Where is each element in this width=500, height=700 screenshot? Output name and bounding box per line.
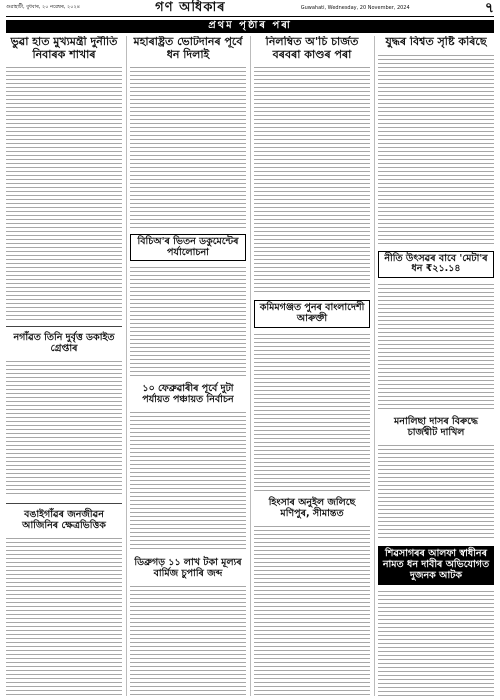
article-body-d1 (378, 55, 494, 245)
masthead (6, 0, 494, 17)
headline-d2: নীতি উৎসৱৰ বাবে 'মেটা'ৰ ধন ₹২১.১৪ (378, 251, 494, 279)
headline-d3: মনালিছা দাসৰ বিৰুদ্ধে চাৰ্জশ্বীট দাখিল (394, 415, 478, 438)
article-body-a1 (6, 67, 122, 319)
article-body-a3 (6, 538, 122, 696)
headline-a3: বঙাইগাঁৱৰ জনজীৱন আজিনিৰ ক্ষেত্ৰভিত্তিক (22, 509, 106, 532)
article-body-b1 (130, 67, 246, 227)
article-columns (6, 36, 494, 696)
page-number: ৭ (484, 0, 494, 16)
masthead-title: গণ অধিকাৰ (155, 0, 226, 15)
article-body-b2 (130, 267, 246, 377)
masthead-date-english: Guwahati, Wednesday, 20 November, 2024 (300, 5, 410, 11)
headline-a1: ভুৱা হাত মুখ্যমন্ত্ৰী দুৰ্নীতি নিবাৰক শাখাৰ (10, 36, 118, 61)
headline-d1: যুদ্ধৰ বিশ্বত সৃষ্টি কৰিছে (385, 36, 487, 48)
headline-b3: ১০ ফেব্ৰুৱাৰীৰ পূৰ্বে দুটা পৰ্যায়ত পঞ্চায়ত নিৰ্বাচন (142, 382, 234, 405)
article-body-d3 (378, 445, 494, 540)
column-3 (250, 36, 370, 696)
headline-b1: মহাৰাষ্ট্ৰত ভোটদানৰ পূৰ্বে ধন দিলাই (133, 36, 243, 61)
article-body-d2 (378, 284, 494, 411)
article-body-a2 (6, 361, 122, 498)
headline-c3: হিংসাৰ অনুইল জলিছে মণিপুৰ, সীমান্তত (268, 497, 356, 520)
column-2 (126, 36, 246, 696)
headline-b2: বিচিঅ'ৰ ভিতন ডকুমেন্টেৰ পৰ্যালোচনা (130, 234, 246, 262)
headline-c1: নিলম্বিত অ'চি চাৰ্জত বৰবৰা কাণ্ডৰ পৰা (265, 36, 359, 61)
headline-b4: ডিব্ৰুগড় ১১ লাখ টকা মূল্যৰ বাৰ্মিজ চুপাৰি জব্দ (134, 556, 242, 579)
article-body-b4 (130, 586, 246, 696)
article-body-d4 (378, 591, 494, 696)
article-body-c1 (254, 67, 370, 294)
headline-c2: কমিমগঞ্জত পুনৰ বাংলাদেশী আৰুক্তী (254, 300, 370, 328)
headline-a2: নগাঁৱত তিনি দুৰ্বৃত্ত ডকাইত গ্ৰেপ্তাৰ (13, 331, 115, 354)
divider (6, 503, 122, 504)
masthead-date-assamese: গুৱাহাটী, বুধবাৰ, ২০ নৱেম্বৰ, ২০২৪ (6, 4, 80, 10)
section-banner: প্ৰথম পৃষ্ঠাৰ পৰা (6, 20, 494, 33)
column-1 (6, 36, 122, 696)
divider (6, 326, 122, 327)
article-body-b3 (130, 412, 246, 552)
column-4 (374, 36, 494, 696)
article-body-c3 (254, 526, 370, 696)
article-body-c2 (254, 334, 370, 493)
headline-d4: শিৱসাগৰৰ আলফা স্বাধীনৰ নামত ধন দাবীৰ অভিযোগত দুজনক আটক (378, 546, 494, 585)
